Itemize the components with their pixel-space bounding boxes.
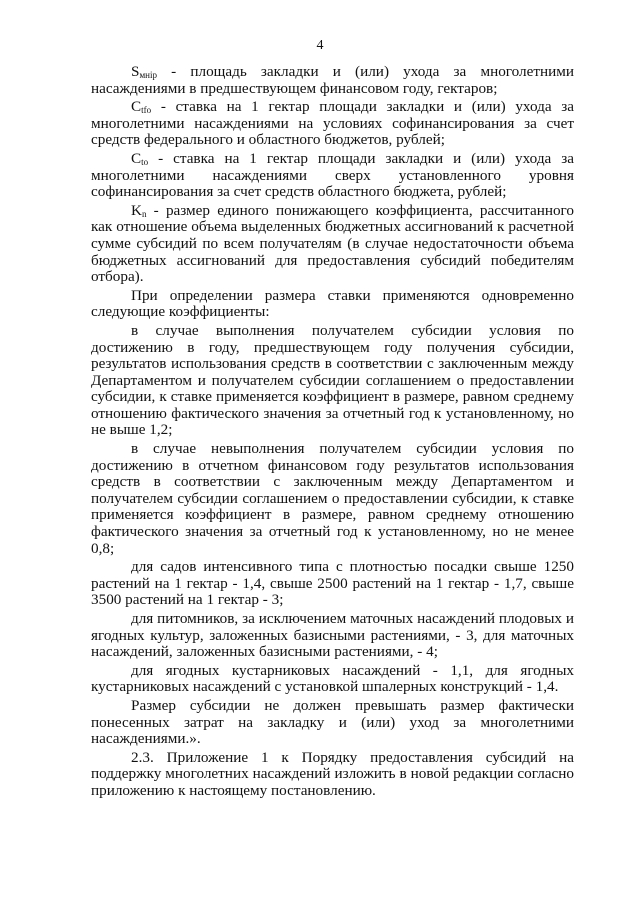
paragraph-coefficient-unfulfilled: в случае невыполнения получателем субсидии условия по достижению в отчетном финансовом году результатов использования средств в соответствии с заключенным между Департаментом и получателем субсидии соглашением о предоставлении субсидии, к ставке применяется коэффициент в размере, равном среднему отношению фактического значения за отчетный год к установленному, но не менее 0,8; [91,440,574,557]
paragraph-coefficient-fulfilled: в случае выполнения получателем субсидии условия по достижению в году, предшествующем году получения субсидии, результатов использования средств в соответствии с заключенным между Департаментом и получателем субсидии соглашением о предоставлении субсидии, к ставке применяется коэффициент в размере, равном среднему отношению фактического значения за отчетный год к установленному, но не выше 1,2; [91,321,574,439]
definition-c-to: $C_{to}$ - ставка на 1 гектар площади закладки и (или) ухода за многолетними насаждениями сверх установленного уровня софинансирования за счет средств областного бюджета, рублей; [91,149,574,201]
symbol-s: $S_{мнір}$ [131,63,157,80]
page-number: 4 [316,38,324,53]
paragraph-coefficients-intro: При определении размера ставки применяются одновременно следующие коэффициенты: [91,286,574,321]
document-body [91,64,574,802]
symbol-c-to: $C_{to}$ [131,149,149,167]
definition-s-mnip: $S_{мнір}$ - площадь закладки и (или) ухода за многолетними насаждениями в предшествующем финансовом году, гектаров; [91,63,574,97]
paragraph-berry-shrubs: для ягодных кустарниковых насаждений - 1,1, для ягодных кустарниковых насаждений с установкой шпалерных конструкций - 1,4. [91,661,574,696]
definition-k-n: $K_n$ - размер единого понижающего коэффициента, рассчитанного как отношение объема выделенных бюджетных ассигнований к расчетной сумме субсидий по всем получателям (в случае недостаточности объема бюджетных ассигнований для предоставления субсидий победителям отбора). [91,201,574,286]
definition-c-tfo: $C_{tfo}$ - ставка на 1 гектар площади закладки и (или) ухода за многолетними насаждениями на условиях софинансирования за счет средств федерального и областного бюджетов, рублей; [91,98,574,149]
symbol-k-n: $K_n$ [131,201,147,219]
paragraph-subsidy-limit: Размер субсидии не должен превышать размер фактически понесенных затрат на закладку и (или) уход за многолетними насаждениями.». [91,696,574,748]
paragraph-nurseries: для питомников, за исключением маточных насаждений плодовых и ягодных культур, заложенных базисными растениями, - 3, для маточных насаждений, заложенных базисными растениями, - 4; [91,610,574,661]
paragraph-clause-2-3: 2.3. Приложение 1 к Порядку предоставления субсидий на поддержку многолетних насаждений изложить в новой редакции согласно приложению к настоящему постановлению. [91,748,574,799]
symbol-c-tfo: $C_{tfo}$ [131,98,152,116]
paragraph-intensive-gardens: для садов интенсивного типа с плотностью посадки свыше 1250 растений на 1 гектар - 1,4, свыше 2500 растений на 1 гектар - 1,7, свыше 3500 растений на 1 гектар - 3; [91,558,574,609]
